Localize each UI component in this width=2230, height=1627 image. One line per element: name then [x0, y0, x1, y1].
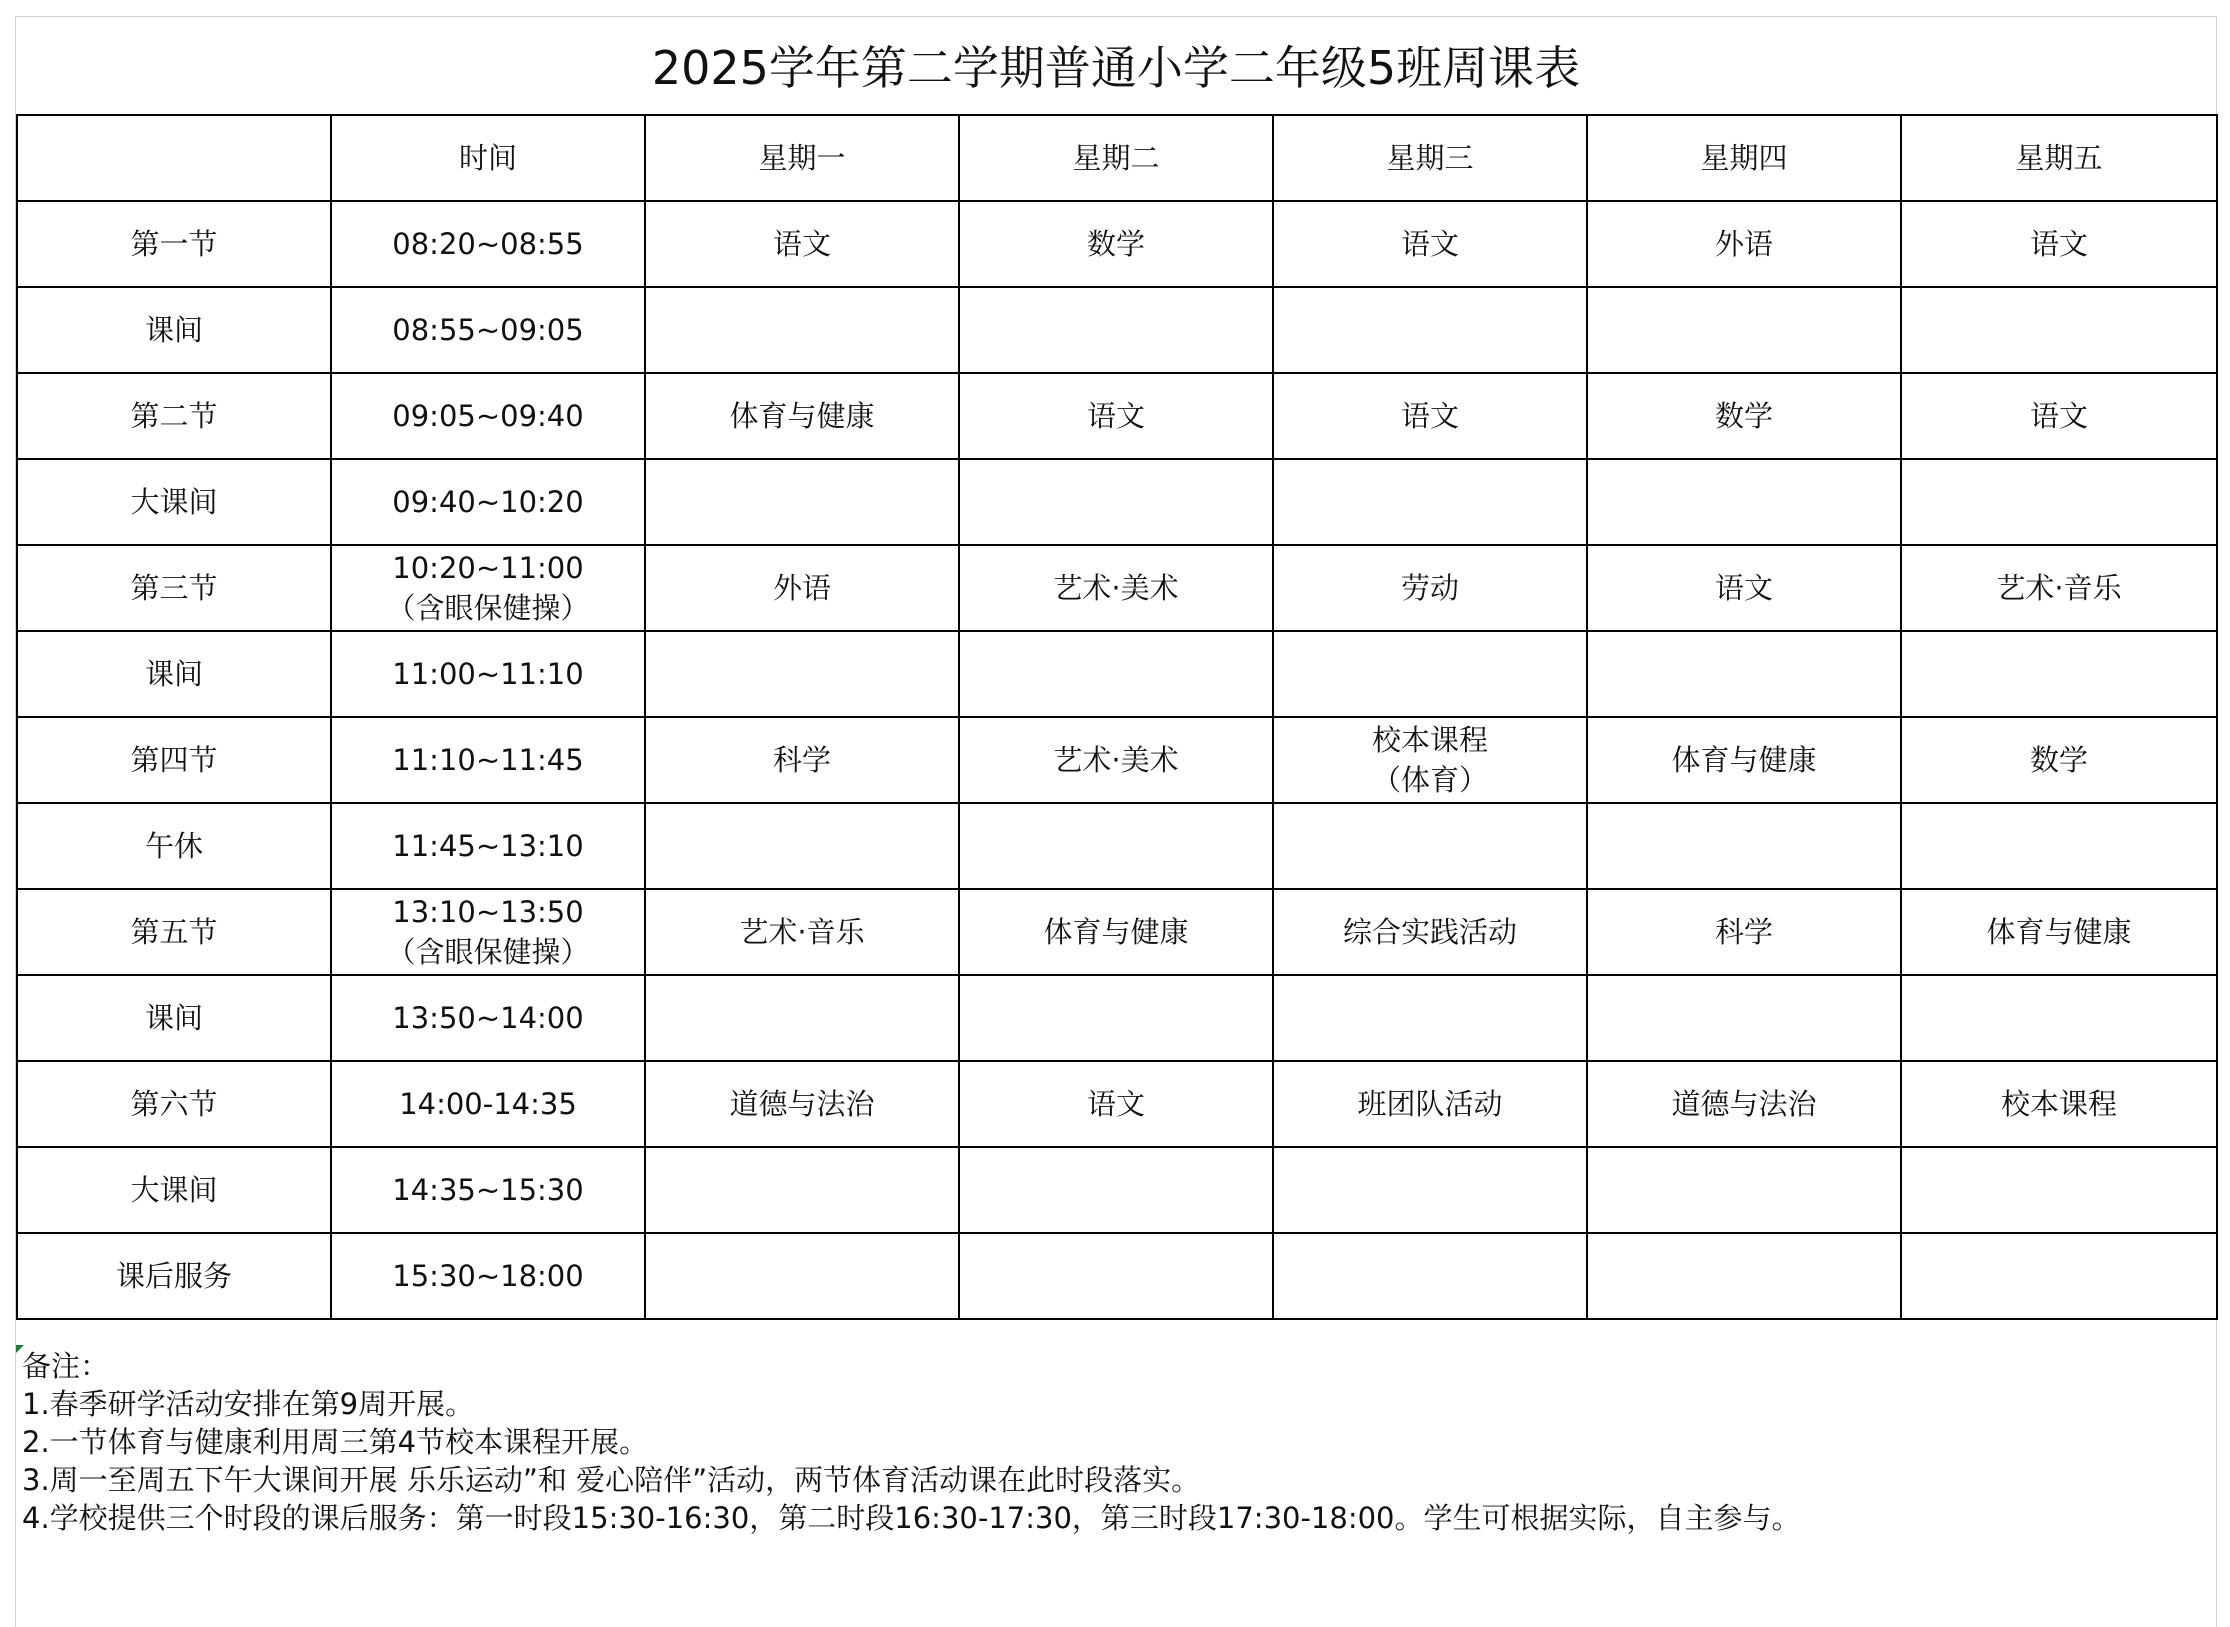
period-cell: 午休	[17, 803, 331, 889]
cell-text: （含眼保健操）	[386, 591, 590, 625]
period-cell: 第三节	[17, 545, 331, 631]
period-cell: 第二节	[17, 373, 331, 459]
time-cell	[331, 201, 645, 287]
tuesday-cell	[959, 545, 1273, 631]
cell-text: 语文	[772, 227, 831, 261]
monday-cell	[645, 373, 959, 459]
table-row	[17, 803, 2217, 889]
time-cell	[331, 803, 645, 889]
time-cell	[331, 1233, 645, 1319]
thursday-cell	[1587, 1233, 1901, 1319]
wednesday-cell	[1273, 459, 1587, 545]
cell-text: 08:20~08:55	[392, 227, 584, 261]
monday-cell	[645, 803, 959, 889]
period-cell: 第五节	[17, 889, 331, 975]
period-cell: 课间	[17, 287, 331, 373]
tuesday-cell	[959, 631, 1273, 717]
table-row	[17, 1147, 2217, 1233]
friday-cell	[1901, 201, 2217, 287]
tuesday-cell	[959, 201, 1273, 287]
period-cell: 第六节	[17, 1061, 331, 1147]
time-cell	[331, 459, 645, 545]
time-cell	[331, 1061, 645, 1147]
monday-cell	[645, 287, 959, 373]
tuesday-cell	[959, 459, 1273, 545]
wednesday-cell	[1273, 373, 1587, 459]
header-thursday: 星期四	[1587, 115, 1901, 201]
monday-cell	[645, 631, 959, 717]
cell-text: 语文	[1086, 1087, 1145, 1121]
cell-text: 数学	[1086, 227, 1145, 261]
cell-text: 11:10~11:45	[392, 743, 584, 777]
cell-text: 艺术·音乐	[739, 915, 865, 949]
cell-text: 14:35~15:30	[392, 1173, 584, 1207]
monday-cell	[645, 545, 959, 631]
cell-text: 综合实践活动	[1342, 915, 1517, 949]
header-wednesday: 星期三	[1273, 115, 1587, 201]
thursday-cell	[1587, 373, 1901, 459]
thursday-cell	[1587, 975, 1901, 1061]
cell-text: 语文	[1714, 571, 1773, 605]
cell-text: 体育与健康	[1671, 743, 1817, 777]
friday-cell	[1901, 545, 2217, 631]
tuesday-cell	[959, 717, 1273, 803]
thursday-cell	[1587, 459, 1901, 545]
cell-text: 数学	[1714, 399, 1773, 433]
cell-text: 08:55~09:05	[392, 313, 584, 347]
cell-text: 科学	[1714, 915, 1773, 949]
thursday-cell	[1587, 803, 1901, 889]
cell-text: 艺术·美术	[1053, 743, 1179, 777]
monday-cell	[645, 717, 959, 803]
note-item: 2.一节体育与健康利用周三第4节校本课程开展。	[22, 1425, 649, 1459]
monday-cell	[645, 1147, 959, 1233]
header-time: 时间	[331, 115, 645, 201]
header-friday: 星期五	[1901, 115, 2217, 201]
time-cell	[331, 373, 645, 459]
cell-text: （含眼保健操）	[386, 935, 590, 969]
wednesday-cell	[1273, 1147, 1587, 1233]
table-row	[17, 975, 2217, 1061]
thursday-cell	[1587, 201, 1901, 287]
cell-text: 09:05~09:40	[392, 399, 584, 433]
table-row	[17, 201, 2217, 287]
thursday-cell	[1587, 1147, 1901, 1233]
notes-section	[22, 1347, 2202, 1537]
thursday-cell	[1587, 287, 1901, 373]
wednesday-cell	[1273, 201, 1587, 287]
monday-cell	[645, 975, 959, 1061]
cell-text: 11:45~13:10	[392, 829, 584, 863]
cell-text: 外语	[772, 571, 831, 605]
wednesday-cell	[1273, 545, 1587, 631]
time-cell	[331, 889, 645, 975]
friday-cell	[1901, 1147, 2217, 1233]
monday-cell	[645, 459, 959, 545]
monday-cell	[645, 201, 959, 287]
notes-heading: 备注：	[22, 1349, 110, 1383]
cell-text: 体育与健康	[1986, 915, 2132, 949]
header-row	[17, 115, 2217, 201]
cell-text: 09:40~10:20	[392, 485, 584, 519]
time-cell	[331, 545, 645, 631]
cell-text: 语文	[1400, 227, 1459, 261]
cell-text: 语文	[1086, 399, 1145, 433]
cell-text: 班团队活动	[1357, 1087, 1503, 1121]
tuesday-cell	[959, 373, 1273, 459]
wednesday-cell	[1273, 975, 1587, 1061]
friday-cell	[1901, 1061, 2217, 1147]
monday-cell	[645, 889, 959, 975]
thursday-cell	[1587, 717, 1901, 803]
friday-cell	[1901, 631, 2217, 717]
cell-text: （体育）	[1371, 763, 1488, 797]
thursday-cell	[1587, 1061, 1901, 1147]
tuesday-cell	[959, 1147, 1273, 1233]
cell-text: 14:00-14:35	[399, 1087, 577, 1121]
wednesday-cell	[1273, 889, 1587, 975]
table-row	[17, 631, 2217, 717]
cell-text: 10:20~11:00	[392, 551, 584, 585]
period-cell: 第一节	[17, 201, 331, 287]
tuesday-cell	[959, 1233, 1273, 1319]
friday-cell	[1901, 889, 2217, 975]
wednesday-cell	[1273, 1233, 1587, 1319]
cell-text: 科学	[772, 743, 831, 777]
table-row	[17, 545, 2217, 631]
table-row	[17, 287, 2217, 373]
friday-cell	[1901, 1233, 2217, 1319]
table-row	[17, 717, 2217, 803]
period-cell: 课间	[17, 975, 331, 1061]
cell-text: 外语	[1714, 227, 1773, 261]
tuesday-cell	[959, 803, 1273, 889]
wednesday-cell	[1273, 1061, 1587, 1147]
friday-cell	[1901, 975, 2217, 1061]
monday-cell	[645, 1061, 959, 1147]
time-cell	[331, 1147, 645, 1233]
wednesday-cell	[1273, 287, 1587, 373]
friday-cell	[1901, 803, 2217, 889]
header-monday: 星期一	[645, 115, 959, 201]
table-row	[17, 889, 2217, 975]
cell-text: 11:00~11:10	[392, 657, 584, 691]
tuesday-cell	[959, 1061, 1273, 1147]
tuesday-cell	[959, 287, 1273, 373]
cell-text: 校本课程	[1371, 723, 1488, 757]
period-cell: 大课间	[17, 459, 331, 545]
time-cell	[331, 287, 645, 373]
note-item: 3.周一至周五下午大课间开展 乐乐运动”和 爱心陪伴”活动，两节体育活动课在此时段落实。	[22, 1463, 1201, 1497]
thursday-cell	[1587, 545, 1901, 631]
cell-text: 语文	[2029, 399, 2088, 433]
note-item: 4.学校提供三个时段的课后服务：第一时段15:30-16:30，第二时段16:30-17:30，第三时段17:30-18:00。学生可根据实际，自主参与。	[22, 1501, 1801, 1535]
friday-cell	[1901, 717, 2217, 803]
schedule-body	[17, 201, 2217, 1319]
cell-text: 校本课程	[2000, 1087, 2117, 1121]
cell-text: 道德与法治	[1671, 1087, 1817, 1121]
thursday-cell	[1587, 889, 1901, 975]
wednesday-cell	[1273, 717, 1587, 803]
cell-text: 13:10~13:50	[392, 895, 584, 929]
friday-cell	[1901, 373, 2217, 459]
time-cell	[331, 717, 645, 803]
cell-text: 艺术·美术	[1053, 571, 1179, 605]
table-row	[17, 1061, 2217, 1147]
time-cell	[331, 975, 645, 1061]
schedule-table	[16, 114, 2218, 1320]
cell-text: 艺术·音乐	[1996, 571, 2122, 605]
tuesday-cell	[959, 975, 1273, 1061]
period-cell: 第四节	[17, 717, 331, 803]
table-row	[17, 373, 2217, 459]
tuesday-cell	[959, 889, 1273, 975]
cell-text: 体育与健康	[1043, 915, 1189, 949]
cell-text: 15:30~18:00	[392, 1259, 584, 1293]
period-cell: 课间	[17, 631, 331, 717]
period-cell: 课后服务	[17, 1233, 331, 1319]
cell-text: 劳动	[1400, 571, 1459, 605]
wednesday-cell	[1273, 631, 1587, 717]
friday-cell	[1901, 287, 2217, 373]
table-row	[17, 459, 2217, 545]
friday-cell	[1901, 459, 2217, 545]
table-row	[17, 1233, 2217, 1319]
header-blank	[17, 115, 331, 201]
monday-cell	[645, 1233, 959, 1319]
cell-text: 语文	[2029, 227, 2088, 261]
thursday-cell	[1587, 631, 1901, 717]
period-cell: 大课间	[17, 1147, 331, 1233]
cell-text: 数学	[2029, 743, 2088, 777]
note-item: 1.春季研学活动安排在第9周开展。	[22, 1387, 475, 1421]
time-cell	[331, 631, 645, 717]
cell-text: 语文	[1400, 399, 1459, 433]
page-title: 2025学年第二学期普通小学二年级5班周课表	[651, 41, 1581, 95]
header-tuesday: 星期二	[959, 115, 1273, 201]
cell-text: 道德与法治	[729, 1087, 875, 1121]
cell-text: 体育与健康	[729, 399, 875, 433]
wednesday-cell	[1273, 803, 1587, 889]
cell-text: 13:50~14:00	[392, 1001, 584, 1035]
